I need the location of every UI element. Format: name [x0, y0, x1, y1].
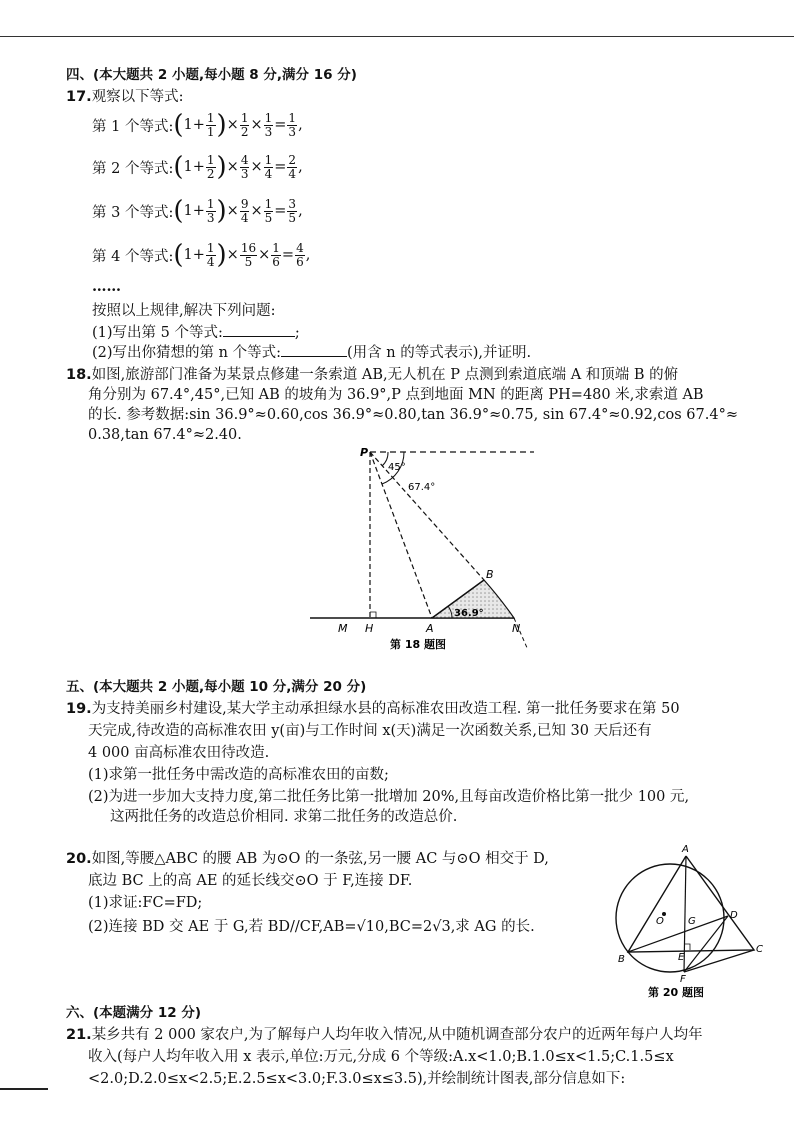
footer-rule [0, 1088, 48, 1090]
open-paren: ( [173, 240, 184, 270]
q21-line1-text: 某乡共有 2 000 家农户,为了解每户人均年收入情况,从中随机调查部分农户的近两年每户人均年 [91, 1027, 703, 1043]
times-sign: × [250, 203, 263, 219]
equals-sign: = [274, 117, 287, 133]
fraction-result-denominator: 5 [288, 210, 297, 225]
q21-number: 21. [66, 1027, 92, 1043]
fraction-a-denominator: 4 [206, 254, 215, 269]
q18-line4: 0.38,tan 67.4°≈2.40. [88, 427, 242, 443]
fraction-c-denominator: 6 [272, 254, 280, 269]
label-b: B [486, 568, 494, 581]
circle-o [616, 864, 724, 972]
equation-label: 第 2 个等式: [92, 160, 174, 177]
fraction-result-numerator: 3 [288, 196, 297, 211]
label-e20: E [678, 952, 685, 963]
times-sign: × [226, 203, 239, 219]
close-paren: ) [216, 196, 227, 226]
q18-number: 18. [66, 367, 92, 383]
comma: , [298, 117, 303, 133]
fraction-b-denominator: 4 [240, 210, 249, 225]
fraction-c-denominator: 3 [264, 124, 273, 139]
q17-stem-text: 观察以下等式: [91, 89, 184, 105]
equation-label: 第 3 个等式: [92, 204, 174, 221]
right-angle-e [685, 944, 690, 950]
open-paren: ( [173, 152, 184, 182]
q17-part2-end: (用含 n 的等式表示),并证明. [346, 345, 532, 361]
q21-line3: <2.0;D.2.0≤x<2.5;E.2.5≤x<3.0;F.3.0≤x≤3.5),并绘制统计图表,部分信息如下: [88, 1071, 626, 1087]
q17-part1-end: ; [294, 325, 300, 341]
fraction-c-numerator: 1 [264, 152, 273, 167]
fraction-a-denominator: 1 [206, 124, 215, 139]
fraction-a-numerator: 1 [206, 152, 215, 167]
q20-number: 20. [66, 851, 92, 867]
times-sign: × [258, 247, 271, 263]
close-paren: ) [216, 152, 227, 182]
q18-line2: 角分别为 67.4°,45°,已知 AB 的坡角为 36.9°,P 点到地面 MN 的距离 PH=480 米,求索道 AB [88, 387, 704, 403]
figure-18-caption: 第 18 题图 [390, 638, 446, 651]
fraction-c-denominator: 5 [264, 210, 273, 225]
label-angle-674: 67.4° [408, 482, 436, 493]
equals-sign: = [274, 203, 287, 219]
q21-line2: 收入(每户人均年收入用 x 表示,单位:万元,分成 6 个等级:A.x<1.0;B.1.0≤x<1.5;C.1.5≤x [88, 1049, 674, 1065]
q20-part2: (2)连接 BD 交 AE 于 G,若 BD//CF,AB=√10,BC=2√3,求 AG 的长. [88, 919, 535, 935]
pa-line [370, 452, 432, 618]
fraction-b-denominator: 3 [240, 166, 249, 181]
comma: , [298, 203, 303, 219]
fraction-result-numerator: 1 [288, 110, 297, 125]
one-plus: 1+ [183, 247, 205, 263]
q20-line1-text: 如图,等腰△ABC 的腰 AB 为⊙O 的一条弦,另一腰 AC 与⊙O 相交于 D, [91, 851, 549, 867]
q19-part1: (1)求第一批任务中需改造的高标准农田的亩数; [88, 767, 389, 783]
q17-part2-text: (2)写出你猜想的第 n 个等式: [92, 345, 281, 361]
fraction-a-numerator: 1 [206, 110, 215, 125]
q19-part2a: (2)为进一步加大支持力度,第二批任务比第一批增加 20%,且每亩改造价格比第一批少 100 元, [88, 789, 690, 805]
fraction-a-denominator: 2 [206, 166, 215, 181]
label-f20: F [680, 974, 686, 985]
label-m: M [338, 622, 348, 635]
fraction-b-denominator: 2 [240, 124, 249, 139]
fraction-c-denominator: 4 [264, 166, 273, 181]
one-plus: 1+ [183, 203, 205, 219]
q17-dots: …… [92, 278, 121, 295]
fraction-result-denominator: 3 [288, 124, 297, 139]
q19-line1 [66, 700, 680, 718]
fraction-a-numerator: 1 [206, 196, 215, 211]
q17-number: 17. [66, 89, 92, 105]
section-6-title: 六、(本题满分 12 分) [66, 1005, 202, 1021]
fraction-a-denominator: 3 [206, 210, 215, 225]
right-angle-h [370, 612, 376, 618]
equals-sign: = [281, 247, 295, 263]
q17-instruction: 按照以上规律,解决下列问题: [92, 303, 276, 319]
q19-number: 19. [66, 701, 92, 717]
section-4-title: 四、(本大题共 2 小题,每小题 8 分,满分 16 分) [66, 67, 357, 83]
q19-line2: 天完成,待改造的高标准农田 y(亩)与工作时间 x(天)满足一次函数关系,已知 30 天后还有 [88, 723, 652, 739]
close-paren: ) [216, 240, 227, 270]
comma: , [298, 159, 303, 175]
fraction-b-numerator: 1 [240, 110, 249, 125]
q19-part2b: 这两批任务的改造总价相同. 求第二批任务的改造总价. [110, 809, 458, 825]
q20-part1: (1)求证:FC=FD; [88, 895, 203, 911]
bd-line [628, 916, 728, 952]
times-sign: × [250, 159, 263, 175]
label-a20: A [682, 844, 689, 855]
one-plus: 1+ [183, 159, 205, 175]
q18-line1-text: 如图,旅游部门准备为某景点修建一条索道 AB,无人机在 P 点测到索道底端 A 和顶端 B 的俯 [91, 367, 679, 383]
fraction-result-numerator: 2 [288, 152, 297, 167]
fraction-c-numerator: 1 [264, 196, 273, 211]
times-sign: × [226, 159, 239, 175]
q19-line1-text: 为支持美丽乡村建设,某大学主动承担绿水县的高标准农田改造工程. 第一批任务要求在第 50 [91, 701, 680, 717]
fraction-b-numerator: 16 [240, 240, 257, 255]
fraction-b-denominator: 5 [244, 254, 253, 269]
fraction-result-denominator: 6 [296, 254, 304, 269]
fraction-b-numerator: 9 [240, 196, 249, 211]
label-a: A [426, 622, 434, 635]
label-angle-45: 45° [388, 462, 406, 473]
fraction-a-numerator: 1 [206, 240, 215, 255]
q18-line3: 的长. 参考数据:sin 36.9°≈0.60,cos 36.9°≈0.80,tan 36.9°≈0.75, sin 67.4°≈0.92,cos 67.4°≈ [88, 407, 738, 423]
open-paren: ( [173, 110, 184, 140]
close-paren: ) [216, 110, 227, 140]
comma: , [305, 247, 311, 263]
label-g20: G [688, 916, 696, 927]
open-paren: ( [173, 196, 184, 226]
fraction-b-numerator: 4 [240, 152, 249, 167]
times-sign: × [226, 117, 239, 133]
triangle-abc [628, 856, 754, 952]
figure-20 [600, 840, 770, 1000]
one-plus: 1+ [183, 117, 205, 133]
times-sign: × [250, 117, 263, 133]
fraction-result-denominator: 4 [288, 166, 297, 181]
label-c20: C [756, 944, 763, 955]
label-h: H [365, 622, 374, 635]
section-5-title: 五、(本大题共 2 小题,每小题 10 分,满分 20 分) [66, 679, 367, 695]
label-angle-369: 36.9° [454, 608, 484, 619]
figure-20-caption: 第 20 题图 [648, 986, 704, 999]
label-d20: D [730, 910, 738, 921]
fraction-result-numerator: 4 [296, 240, 304, 255]
q19-line3: 4 000 亩高标准农田待改造. [88, 745, 270, 761]
label-p: P [360, 446, 369, 459]
equation-label: 第 1 个等式: [92, 118, 174, 135]
equals-sign: = [274, 159, 287, 175]
label-b20: B [618, 954, 625, 965]
fraction-c-numerator: 1 [264, 110, 273, 125]
label-o20: O [656, 916, 664, 927]
equation-label: 第 4 个等式: [92, 248, 174, 265]
times-sign: × [226, 247, 239, 263]
label-n: N [512, 622, 521, 635]
q20-line2: 底边 BC 上的高 AE 的延长线交⊙O 于 F,连接 DF. [88, 873, 413, 889]
cf-line [684, 950, 754, 972]
q21-line1 [66, 1026, 703, 1044]
q20-line1 [66, 850, 549, 868]
fraction-c-numerator: 1 [272, 240, 280, 255]
q17-part1-text: (1)写出第 5 个等式: [92, 325, 223, 341]
